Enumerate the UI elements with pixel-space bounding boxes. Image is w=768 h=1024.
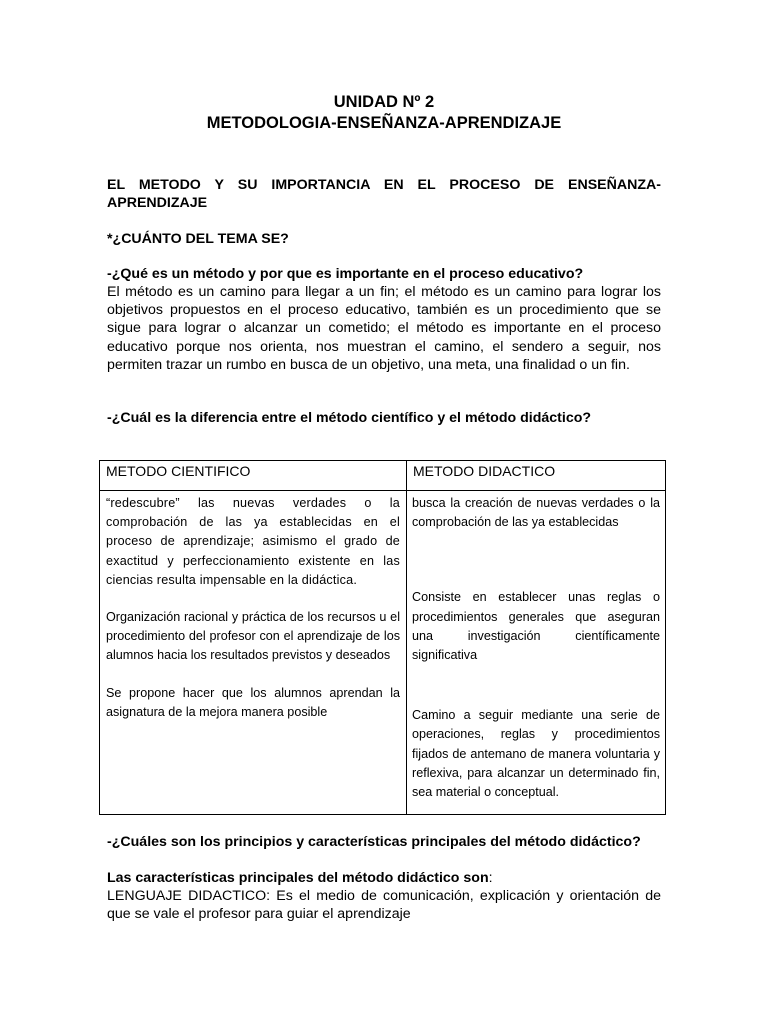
didactico-item-2: Consiste en establecer unas reglas o procedimientos generales que aseguran una investigación científicamente significativa xyxy=(412,590,660,663)
section-prompt: *¿CUÁNTO DEL TEMA SE? xyxy=(107,231,289,247)
table-header-row xyxy=(100,461,666,491)
characteristics-intro-text: Las características principales del método didáctico son xyxy=(107,870,489,886)
characteristics-intro-colon: : xyxy=(488,870,493,886)
header-didactico: METODO DIDACTICO xyxy=(407,461,666,491)
cientifico-item-1: “redescubre” las nuevas verdades o la comprobación de las ya establecidas en el proceso de aprendizaje; asimismo el grado de exactitud y perfeccionamiento existente en las ciencias resulta impensable en la didáctica. xyxy=(106,496,400,587)
unit-title: UNIDAD Nº 2 xyxy=(333,93,435,111)
question-2: -¿Cuál es la diferencia entre el método científico y el método didáctico? xyxy=(107,410,592,426)
characteristics-intro xyxy=(107,869,661,887)
characteristic-item-1: LENGUAJE DIDACTICO: Es el medio de comunicación, explicación y orientación de que se vale el profesor para guiar el aprendizaje xyxy=(107,888,661,923)
didactico-item-1: busca la creación de nuevas verdades o la comprobación de las ya establecidas xyxy=(412,496,660,530)
header-cientifico: METODO CIENTIFICO xyxy=(100,461,407,491)
didactico-item-3: Camino a seguir mediante una serie de operaciones, reglas y procedimientos fijados de antemano de manera voluntaria y reflexiva, para alcanzar un determinado fin, sea material o conceptual. xyxy=(412,708,660,800)
cientifico-item-2: Organización racional y práctica de los recursos u el procedimiento del profesor con el aprendizaje de los alumnos hacia los resultados previstos y deseados xyxy=(106,610,400,663)
comparison-table xyxy=(99,460,666,815)
section-heading: EL METODO Y SU IMPORTANCIA EN EL PROCESO DE ENSEÑANZA-APRENDIZAJE xyxy=(107,177,661,212)
answer-1: El método es un camino para llegar a un fin; el método es un camino para lograr los objetivos propuestos en el proceso educativo, también es un procedimiento que se sigue para lograr o alcanzar un cometido; el método es importante en el proceso educativo porque nos orienta, nos muestran el camino, el sendero a seguir, nos permiten trazar un rumbo en busca de un objetivo, una meta, una finalidad o un fin. xyxy=(107,284,661,373)
question-3: -¿Cuáles son los principios y características principales del método didáctico? xyxy=(107,834,641,850)
cientifico-item-3: Se propone hacer que los alumnos aprendan la asignatura de la mejora manera posible xyxy=(106,685,400,719)
cientifico-cell xyxy=(100,491,407,815)
unit-subtitle: METODOLOGIA-ENSEÑANZA-APRENDIZAJE xyxy=(206,114,562,132)
question-1: -¿Qué es un método y por que es importante en el proceso educativo? xyxy=(107,266,584,282)
didactico-cell xyxy=(407,491,666,815)
table-row xyxy=(100,491,666,815)
